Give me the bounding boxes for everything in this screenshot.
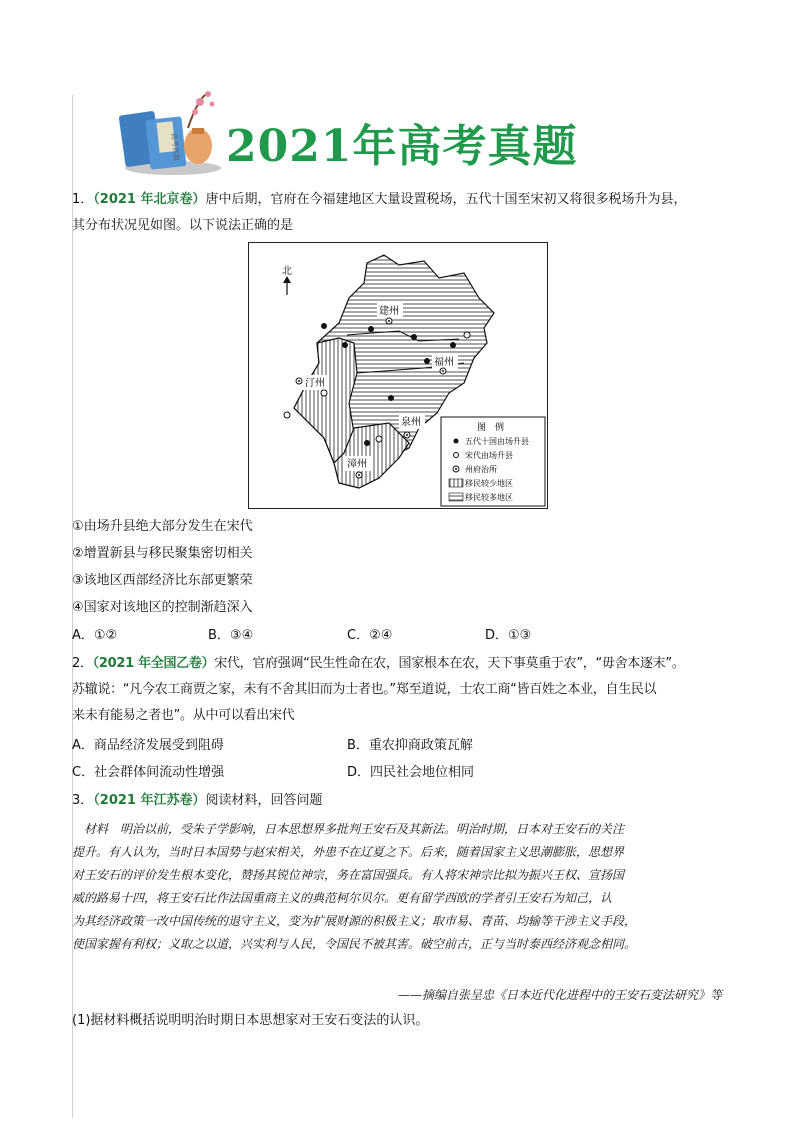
legend-hollow-dot-icon [454, 453, 459, 458]
answer-options-q1 [72, 625, 722, 647]
material-line: 材料 明治以前，受朱子学影响，日本思想界多批判王安石及其新法。明治时期，日本对王安石的关注 [84, 822, 625, 836]
question-text: 宋代，官府强调“民生性命在农，国家根本在农，天下事莫重于农”，“毋舍本逐末”。 [214, 656, 685, 671]
material-line: 威的路易十四，将王安石比作法国重商主义的典范柯尔贝尔。更有留学西欧的学者引王安石为知己，认 [72, 891, 613, 905]
legend-filled-dot-icon [454, 439, 459, 444]
question-text: 来未有能易之者也”。从中可以看出宋代 [72, 708, 295, 723]
question-text: 阅读材料，回答问题 [205, 793, 323, 808]
option-c[interactable]: C．②④ [347, 628, 393, 643]
statement: ①由场升县绝大部分发生在宋代 [72, 519, 253, 534]
city-label-quanzhou: 泉州 [401, 417, 421, 428]
city-label-zhangzhou: 漳州 [347, 459, 367, 470]
north-label: 北 [282, 266, 292, 277]
material-citation: ——摘编自张呈忠《日本近代化进程中的王安石变法研究》等 [397, 988, 722, 1002]
legend-horizontal-stripe-icon [449, 493, 463, 501]
question-text: 其分布状况见如图。以下说法正确的是 [72, 218, 294, 233]
legend-item: 州府治所 [465, 465, 497, 474]
book-spine-label: 高考真题 [169, 132, 181, 162]
question-text: 苏辙说：“凡今农工商贾之家，未有不舍其旧而为士者也。”郑至道说，士农工商“皆百姓之本业，自生民以 [72, 682, 657, 697]
question-2-stem [72, 651, 722, 729]
material-passage [72, 818, 722, 956]
legend-item: 五代十国由场升县 [465, 437, 529, 446]
question-1-stem [72, 187, 722, 239]
map-legend [441, 417, 545, 506]
city-label-fuzhou: 福州 [434, 357, 454, 368]
page-header [118, 88, 578, 178]
question-number: 2． [72, 656, 93, 671]
answer-options-q2-row1 [72, 735, 722, 757]
statement: ④国家对该地区的控制渐趋深入 [72, 600, 253, 615]
option-c[interactable]: C．社会群体间流动性增强 [72, 765, 225, 780]
city-label-jianzhou: 建州 [379, 306, 399, 317]
question-source: （2021 年全国乙卷） [92, 656, 215, 671]
option-d[interactable]: D．四民社会地位相同 [347, 765, 475, 780]
option-b[interactable]: B．③④ [208, 628, 254, 643]
legend-title: 图 例 [477, 423, 505, 433]
fujian-map-figure [248, 242, 548, 509]
book-illustration-icon [118, 88, 223, 178]
material-line: 对王安石的评价发生根本变化，赞扬其锐位神宗，务在富国强兵。有人将宋神宗比拟为振兴王权、宣扬国 [72, 868, 625, 882]
city-label-tingzhou: 汀州 [305, 378, 325, 389]
legend-item: 移民较多地区 [465, 493, 513, 502]
page-title: 2021年高考真题 [226, 121, 578, 172]
statement: ③该地区西部经济比东部更繁荣 [72, 573, 253, 588]
material-line: 使国家握有利权；义取之以道，兴实利与人民，令国民不被其害。破空前古，正与当时泰西经济观念相同。 [72, 937, 637, 951]
answer-options-q2-row2 [72, 762, 722, 784]
question-source: （2021 年北京卷） [93, 192, 206, 207]
question-number: 1． [72, 192, 94, 207]
statement: ②增置新县与移民聚集密切相关 [72, 546, 253, 561]
question-text: 唐中后期，官府在今福建地区大量设置税场，五代十国至宋初又将很多税场升为县， [205, 192, 687, 207]
north-arrow-icon [282, 265, 292, 295]
question-number: 3． [72, 793, 94, 808]
legend-item: 移民较少地区 [465, 479, 513, 488]
sub-question-1: (1)据材料概括说明明治时期日本思想家对王安石变法的认识。 [72, 1013, 429, 1028]
material-line: 提升。有人认为，当时日本国势与赵宋相关，外患不在辽夏之下。后来，随着国家主义思潮膨胀，思想界 [72, 845, 625, 859]
option-a[interactable]: A．①② [72, 628, 118, 643]
option-d[interactable]: D．①③ [485, 628, 532, 643]
option-b[interactable]: B．重农抑商政策瓦解 [347, 738, 473, 753]
question-source: （2021 年江苏卷） [93, 793, 206, 808]
legend-item: 宋代由场升县 [465, 451, 513, 460]
option-a[interactable]: A．商品经济发展受到阻碍 [72, 738, 224, 753]
question-3-stem [72, 788, 722, 814]
legend-vertical-stripe-icon [449, 479, 463, 487]
material-line: 为其经济政策一改中国传统的退守主义，变为扩展财源的积极主义；取市易、青苗、均输等干涉主义手段， [72, 914, 637, 928]
